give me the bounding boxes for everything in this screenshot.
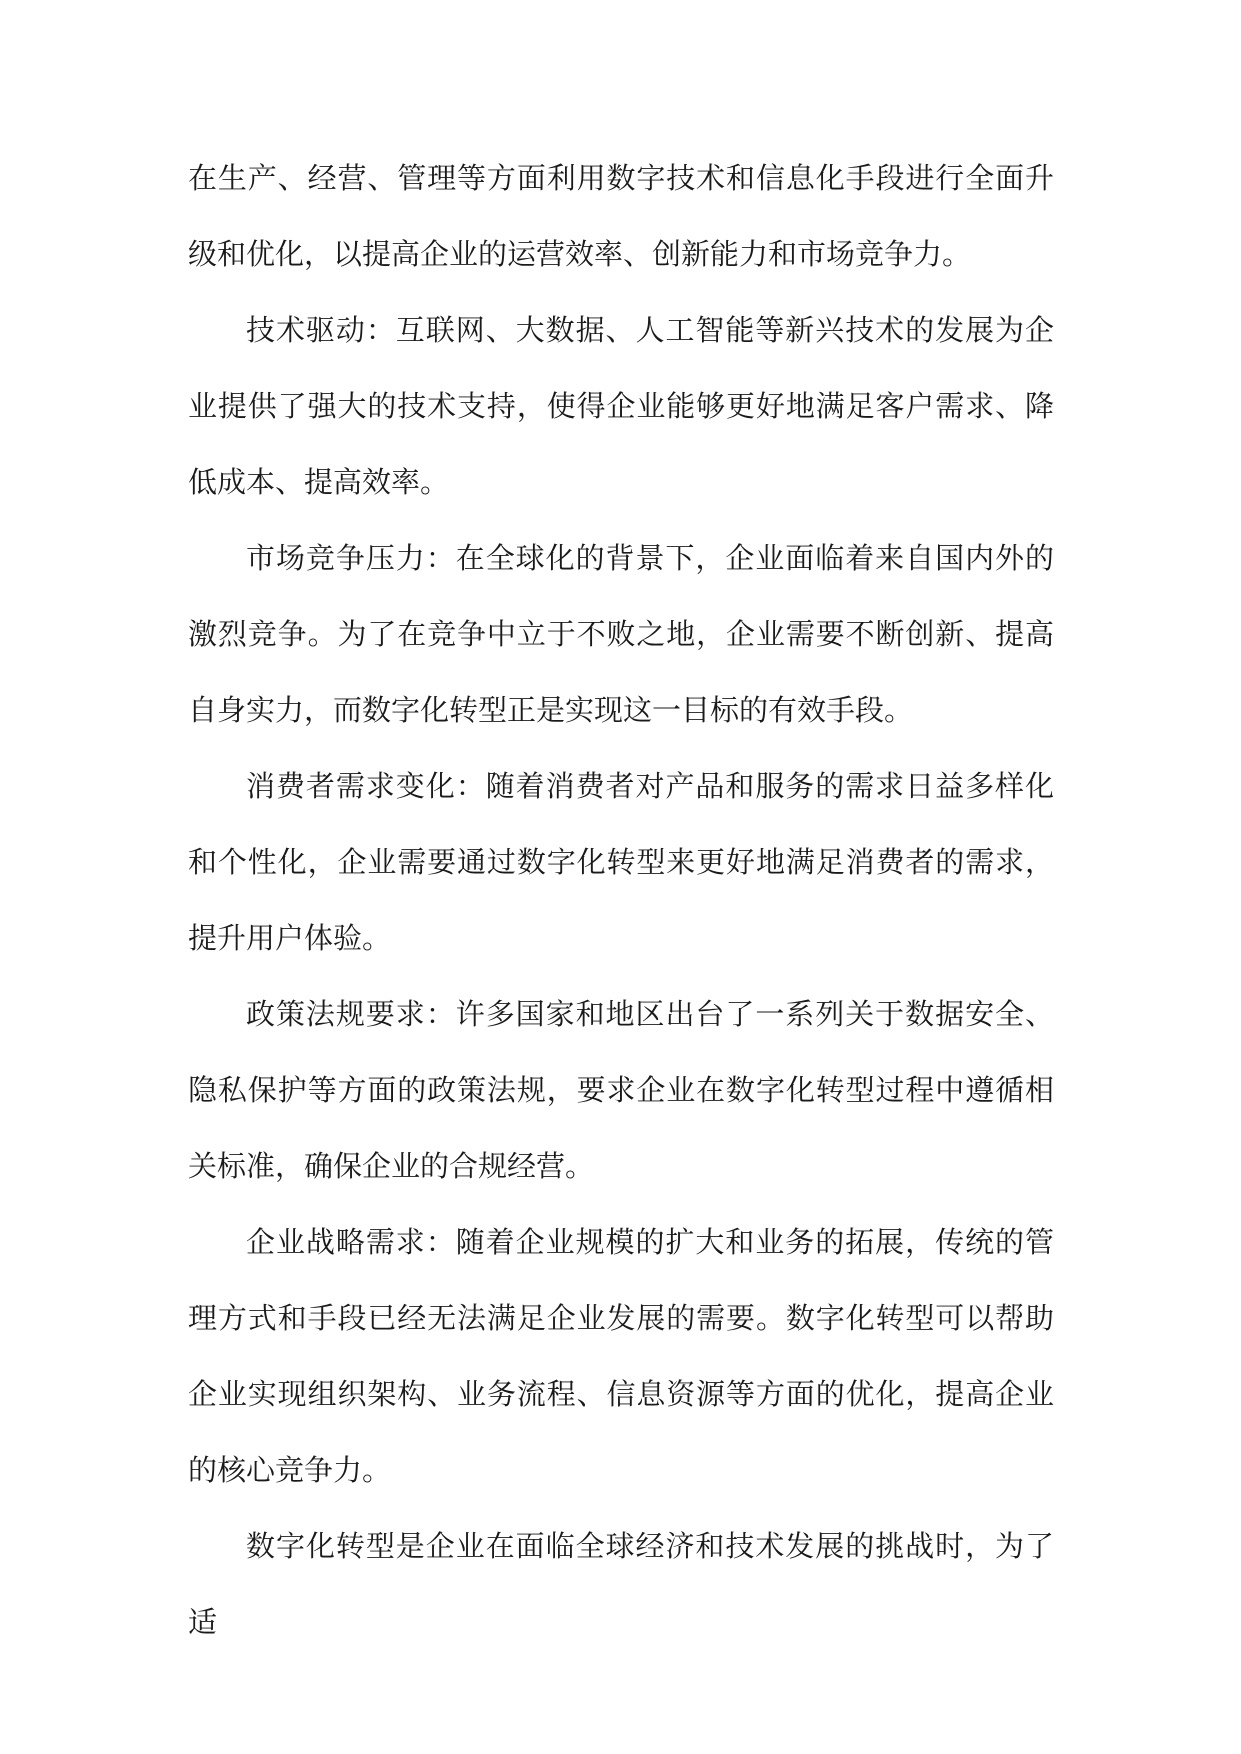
paragraph-consumer-demand: 消费者需求变化：随着消费者对产品和服务的需求日益多样化和个性化，企业需要通过数字化转型来更好地满足消费者的需求，提升用户体验。: [188, 769, 1054, 955]
paragraph-1: 在生产、经营、管理等方面利用数字技术和信息化手段进行全面升级和优化，以提高企业的运营效率、创新能力和市场竞争力。: [188, 161, 1054, 271]
document-body: [188, 140, 1054, 1660]
paragraph-policy-regulation: 政策法规要求：许多国家和地区出台了一系列关于数据安全、隐私保护等方面的政策法规，要求企业在数字化转型过程中遵循相关标准，确保企业的合规经营。: [188, 997, 1054, 1183]
paragraph-corporate-strategy: 企业战略需求：随着企业规模的扩大和业务的拓展，传统的管理方式和手段已经无法满足企业发展的需要。数字化转型可以帮助企业实现组织架构、业务流程、信息资源等方面的优化，提高企业的核心竞争力。: [188, 1225, 1054, 1487]
paragraph-technology-driven: 技术驱动：互联网、大数据、人工智能等新兴技术的发展为企业提供了强大的技术支持，使得企业能够更好地满足客户需求、降低成本、提高效率。: [188, 313, 1054, 499]
paragraph-digital-transformation: 数字化转型是企业在面临全球经济和技术发展的挑战时，为了适: [188, 1529, 1054, 1639]
paragraph-market-competition: 市场竞争压力：在全球化的背景下，企业面临着来自国内外的激烈竞争。为了在竞争中立于不败之地，企业需要不断创新、提高自身实力，而数字化转型正是实现这一目标的有效手段。: [188, 541, 1054, 727]
